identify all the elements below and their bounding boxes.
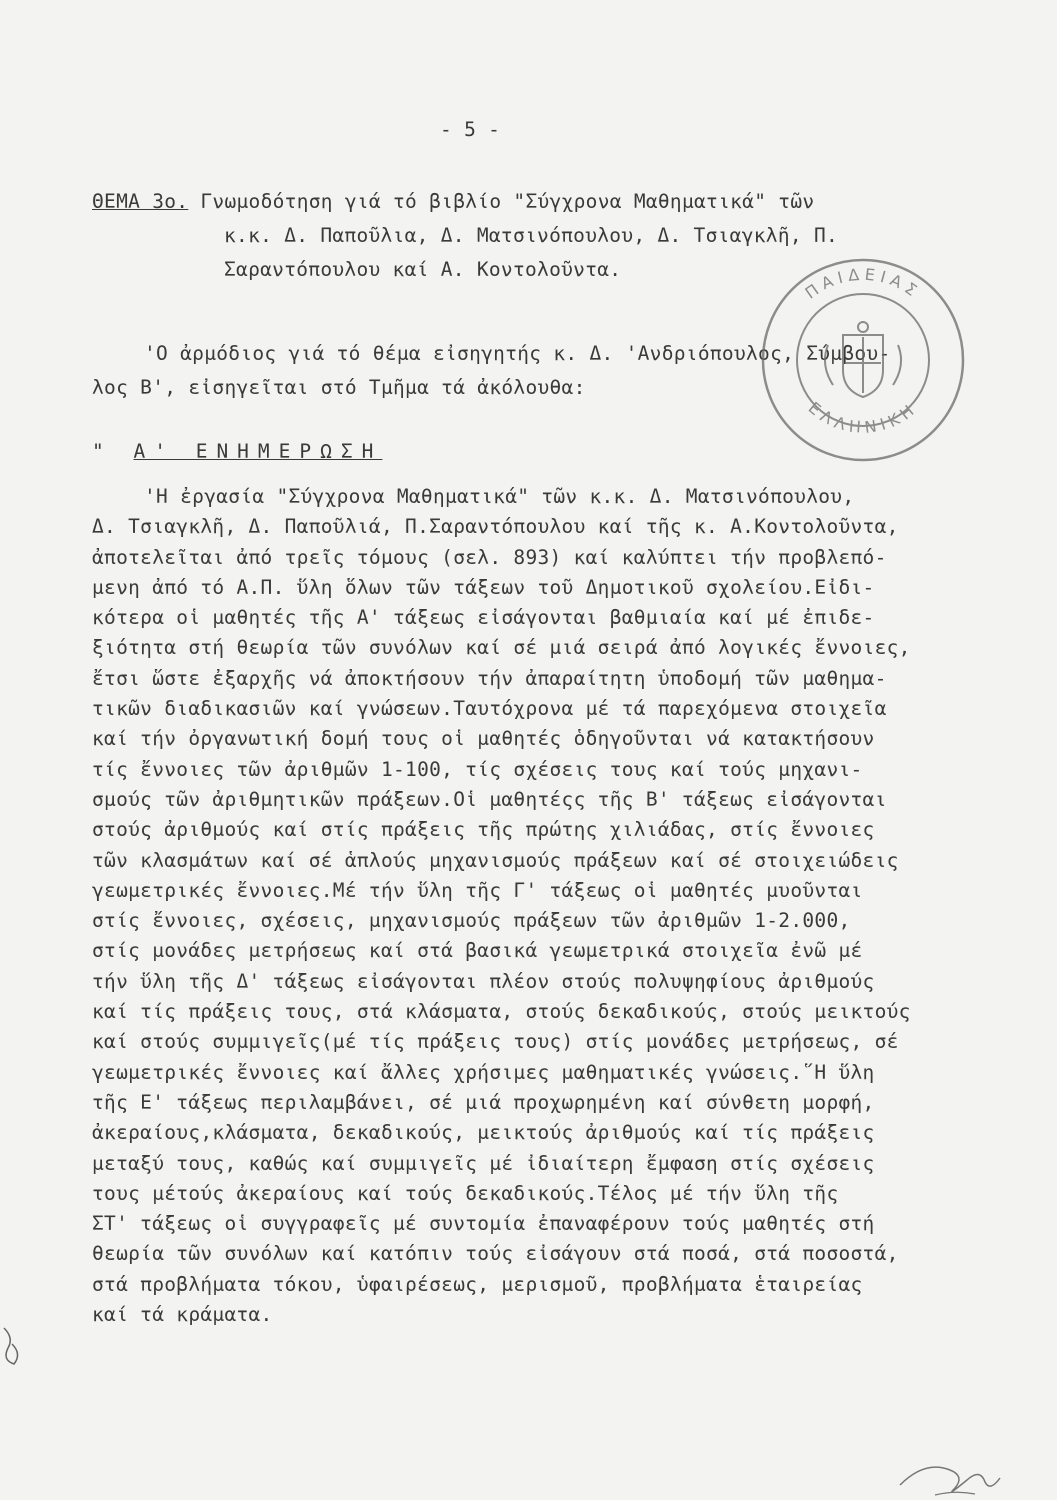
body-line: ἀκεραίους,κλάσματα, δεκαδικούς, μεικτούς ἀριθμούς καί τίς πράξεις [92,1121,875,1145]
section-title [92,435,382,469]
body-line: καί τίς πράξεις τους, στά κλάσματα, στούς δεκαδικούς, στούς μεικτούς [92,1000,911,1024]
body-line: ἀποτελεῖται ἀπό τρεῖς τόμους (σελ. 893) καί καλύπτει τήν προβλεπό- [92,545,887,569]
body-line: τικῶν διαδικασιῶν καί γνώσεων.Ταυτόχρονα μέ τά παρεχόμενα στοιχεῖα [92,697,887,721]
topic-title-line-3: Σαραντόπουλου καί Α. Κοντολοῦντα. [224,258,622,281]
body-line: τήν ὕλη τῆς Δ' τάξεως εἰσάγονται πλέον στούς πολυψηφίους ἀριθμούς [92,969,875,993]
body-line: τῶν κλασμάτων καί σέ ἁπλούς μηχανισμούς πράξεων καί σέ στοιχειώδεις [92,848,899,872]
body-line: στά προβλήματα τόκου, ὑφαιρέσεως, μερισμοῦ, προβλήματα ἑταιρείας [92,1272,863,1296]
svg-text:ΕΛΛΗΝΙΚΗ [805,398,922,437]
intro-line-2: λος Β', εἰσηγεῖται στό Τμῆμα τά ἀκόλουθα: [92,376,586,399]
body-line: τους μέτούς ἀκεραίους καί τούς δεκαδικούς.Τέλος μέ τήν ὕλη τῆς [92,1181,839,1205]
topic-label: ΘΕΜΑ 3ο. [92,190,189,213]
body-line: μενη ἀπό τό Α.Π. ὕλη ὅλων τῶν τάξεων τοῦ Δημοτικοῦ σχολείου.Εἰδι- [92,575,875,599]
heading-line-1 [92,185,838,219]
body-line: γεωμετρικές ἔννοιες καί ἄλλες χρήσιμες μαθηματικές γνώσεις.῞Η ὕλη [92,1060,875,1084]
topic-title-line-2: κ.κ. Δ. Παποῦλια, Δ. Ματσινόπουλου, Δ. Τσιαγκλῆ, Π. [224,224,839,247]
stamp-text-bottom: ΕΛΛΗΝΙΚΗ [804,398,922,437]
margin-handwritten-mark [0,1318,30,1368]
body-line: καί τήν ὀργανωτική δομή τους οἱ μαθητές ὁδηγοῦνται νά κατακτήσουν [92,727,875,751]
body-line: γεωμετρικές ἔννοιες.Μέ τήν ὕλη τῆς Γ' τάξεως οἱ μαθητές μυοῦνται [92,878,863,902]
topic-heading [92,185,838,287]
intro-line-1: 'Ο ἀρμόδιος γιά τό θέμα εἰσηγητής κ. Δ. 'Ανδριόπουλος, Σύμβου- [144,342,891,365]
section-title-text: Α' ΕΝΗΜΕΡΩΣΗ [133,440,383,463]
body-line: καί στούς συμμιγεῖς(μέ τίς πράξεις τους) στίς μονάδες μετρήσεως, σέ [92,1030,899,1054]
body-line: καί τά κράματα. [92,1303,273,1327]
section-open-quote: " [92,440,134,463]
topic-title-line-1: Γνωμοδότηση γιά τό βιβλίο "Σύγχρονα Μαθηματικά" τῶν [200,190,815,213]
page-number: - 5 - [440,118,501,141]
body-paragraph [92,482,911,1330]
body-line: μεταξύ τους, καθώς καί συμμιγεῖς μέ ἰδιαίτερη ἔμφαση στίς σχέσεις [92,1151,875,1175]
body-line: στούς ἀριθμούς καί στίς πράξεις τῆς πρώτης χιλιάδας, στίς ἔννοιες [92,818,875,842]
body-line: θεωρία τῶν συνόλων καί κατόπιν τούς εἰσάγουν στά ποσά, στά ποσοστά, [92,1242,899,1266]
body-line: ξιότητα στή θεωρία τῶν συνόλων καί σέ μιά σειρά ἀπό λογικές ἔννοιες, [92,636,911,660]
body-line: κότερα οἱ μαθητές τῆς Α' τάξεως εἰσάγονται βαθμιαία καί μέ ἐπιδε- [92,606,875,630]
body-line: Δ. Τσιαγκλῆ, Δ. Παποῦλιά, Π.Σαραντόπουλου καί τῆς κ. Α.Κοντολοῦντα, [92,515,899,539]
body-line: στίς μονάδες μετρήσεως καί στά βασικά γεωμετρικά στοιχεῖα ἐνῶ μέ [92,939,863,963]
official-stamp [758,255,968,465]
body-line: τίς ἔννοιες τῶν ἀριθμῶν 1-100, τίς σχέσεις τους καί τούς μηχανι- [92,757,863,781]
body-line: ἔτσι ὥστε ἐξαρχῆς νά ἀποκτήσουν τήν ἀπαραίτητη ὑποδομή τῶν μαθημα- [92,666,887,690]
handwritten-signature [895,1450,1005,1500]
body-line: στίς ἔννοιες, σχέσεις, μηχανισμούς πράξεων τῶν ἀριθμῶν 1-2.000, [92,909,851,933]
body-line: ΣΤ' τάξεως οἱ συγγραφεῖς μέ συντομία ἐπαναφέρουν τούς μαθητές στή [92,1212,875,1236]
coat-of-arms-icon [825,322,901,397]
body-line: τῆς Ε' τάξεως περιλαμβάνει, σέ μιά προχωρημένη καί σύνθετη μορφή, [92,1090,875,1114]
body-line: σμούς τῶν ἀριθμητικῶν πράξεων.Οἱ μαθητέςς τῆς Β' τάξεως εἰσάγονται [92,787,887,811]
body-line: 'Η ἐργασία "Σύγχρονα Μαθηματικά" τῶν κ.κ. Δ. Ματσινόπουλου, [144,485,855,508]
stamp-text-top: ΠΑΙΔΕΙΑΣ [801,264,925,303]
